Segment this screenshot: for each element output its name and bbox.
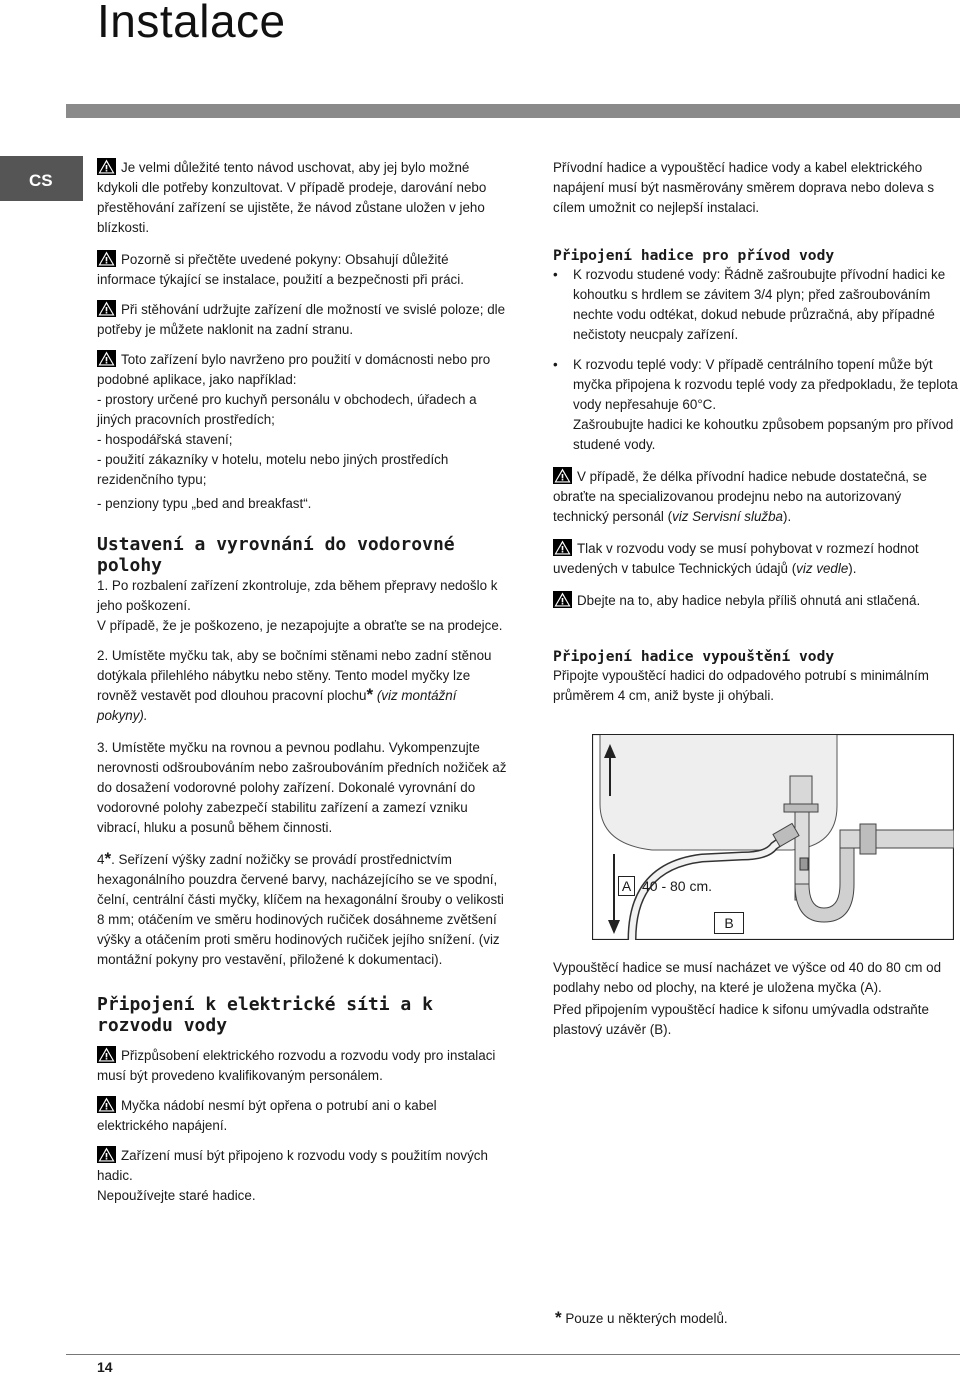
warning-keep-manual: Je velmi důležité tento návod uschovat, aby jej bylo možné kdykoli dle potřeby konzultovat. V případě prodeje, darování nebo přestěhování zařízení se ujistěte, že návod zůstane uložen v jeho blízkosti. (97, 160, 487, 235)
heading-water-supply: Připojení hadice pro přívod vody (553, 247, 835, 264)
footnote-star: * (366, 685, 374, 704)
drain-text: Připojte vypouštěcí hadici do odpadového potrubí s minimálním průměrem 4 cm, aniž byste ji ohýbali. (553, 668, 929, 703)
page-title: Instalace (97, 0, 286, 47)
usage-item: - použití zákazníky v hotelu, motelu nebo jiných prostředích rezidenčního typu; (97, 452, 449, 487)
warning-icon (97, 350, 116, 367)
drain-diagram-svg (592, 734, 954, 940)
warning-hose-length: V případě, že délka přívodní hadice nebude dostatečná, se obraťte na specializovanou prodejnu nebo na autorizovaný technický personál (viz Servisní služba). (553, 469, 927, 524)
warning-icon (97, 250, 116, 267)
warning-icon (97, 1146, 116, 1163)
label-a: A (618, 876, 635, 896)
list-item: • K rozvodu studené vody: Řádně zašroubujte přívodní hadici ke kohoutku s hrdlem se závitem 3/4 plyn; před zašroubováním nechte vodu odtékat, dokud nebude průzračná, aby případné nečistoty neucpaly zařízení. (553, 267, 946, 342)
leveling-step-4: 4*. Seřízení výšky zadní nožičky se provádí prostřednictvím hexagonálního pouzdra červené barvy, nacházejícího se ve spodní, čelní, centrální části myčky, klíčem na hexagonální šrouby o velikosti 8 mm; otáčením ve směru hodinových ručiček dosáhneme zvětšení výšky a otáčením proti směru hodinových ručiček jejího snížení. (viz montážní pokyny pro vestavění, přiložené k dokumentaci). (97, 849, 504, 967)
left-column (97, 158, 509, 1206)
language-tab: CS (0, 156, 83, 201)
warning-read-instructions: Pozorně si přečtěte uvedené pokyny: Obsahují důležité informace týkající se instalace, použití a bezpečnosti při práci. (97, 252, 464, 287)
supply-list (553, 265, 960, 455)
page-number: 14 (97, 1359, 113, 1375)
heading-drain: Připojení hadice vypouštění vody (553, 648, 835, 665)
warning-water-pressure: Tlak v rozvodu vody se musí pohybovat v rozmezí hodnot uvedených v tabulce Technických údajů (viz vedle). (553, 541, 919, 576)
drain-diagram (592, 734, 954, 940)
warning-icon (553, 539, 572, 556)
leveling-step-1: 1. Po rozbalení zařízení zkontroluje, zda během přepravy nedošlo k jeho poškození. (97, 578, 498, 613)
warning-usage-intro: Toto zařízení bylo navrženo pro použití v domácnosti nebo pro podobné aplikace, jako například: (97, 352, 491, 387)
warning-icon (97, 1096, 116, 1113)
warning-hose-bend: Dbejte na to, aby hadice nebyla příliš ohnutá ani stlačená. (553, 591, 960, 611)
hose-direction-intro: Přívodní hadice a vypouštěcí hadice vody a kabel elektrického napájení musí být nasměrovány směrem doprava nebo doleva s cílem umožnit co nejlepší instalaci. (553, 160, 935, 215)
right-column (553, 158, 960, 706)
drain-caption: Vypouštěcí hadice se musí nacházet ve výšce od 40 do 80 cm od podlahy nebo od plochy, na které je uložena myčka (A). Před připojením vypouštěcí hadice k sifonu umývadla odstraňte plastový uzávěr (B). (553, 960, 942, 1037)
warning-icon (97, 1046, 116, 1063)
footnote: * Pouze u některých modelů. (555, 1308, 728, 1327)
list-item: • K rozvodu teplé vody: V případě centrálního topení může být myčka připojena k rozvodu teplé vody za předpokladu, že teplota vody nepřesahuje 60°C. Zašroubujte hadici ke kohoutku způsobem popsaným pro přívod studené vody. (553, 357, 958, 452)
leveling-step-2: 2. Umístěte myčku tak, aby se bočními stěnami nebo zadní stěnou dotýkala přilehlého nábytku nebo stěny. Tento model myčky lze rovněž vestavět pod dlouhou pracovní plochu* (viz montážní pokyny). (97, 648, 492, 723)
heading-electric: Připojení k elektrické síti a k rozvodu vody (97, 994, 433, 1036)
bottom-rule (66, 1354, 960, 1355)
usage-item: - prostory určené pro kuchyň personálu v obchodech, úřadech a jiných pracovních prostředích; (97, 392, 477, 427)
warning-transport: Při stěhování udržujte zařízení dle možností ve svislé poloze; dle potřeby je můžete naklonit na zadní stranu. (97, 302, 506, 337)
label-height-range: 40 - 80 cm. (642, 878, 713, 894)
warning-icon (97, 300, 116, 317)
heading-leveling: Ustavení a vyrovnání do vodorovné polohy (97, 534, 455, 576)
footnote-star: * (104, 849, 112, 868)
usage-item: - hospodářská stavení; (97, 432, 233, 447)
warning-icon (97, 158, 116, 175)
usage-item: - penziony typu „bed and breakfast“. (97, 496, 312, 511)
warning-new-hoses: Zařízení musí být připojeno k rozvodu vody s použitím nových hadic. (97, 1148, 488, 1183)
label-b: B (714, 912, 744, 934)
warning-qualified-staff: Přizpůsobení elektrického rozvodu a rozvodu vody pro instalaci musí být provedeno kvalifikovaným personálem. (97, 1048, 496, 1083)
footnote-star: * (555, 1308, 562, 1327)
leveling-step-3: 3. Umístěte myčku na rovnou a pevnou podlahu. Vykompenzujte nerovnosti odšroubováním nebo zašroubováním předních nožiček až do dosažení vodorovné polohy zařízení. Dokonalé vyrovnání do vodorovné polohy zabezpečí stabilitu zařízení a zamezí vzniku vibrací, hluku a posunů během činnosti. (97, 740, 507, 835)
title-rule (66, 104, 960, 118)
warning-icon (553, 591, 572, 608)
leveling-step-1b: V případě, že je poškozeno, je nezapojujte a obraťte se na prodejce. (97, 618, 503, 633)
warning-no-lean: Myčka nádobí nesmí být opřena o potrubí ani o kabel elektrického napájení. (97, 1098, 437, 1133)
no-old-hoses: Nepoužívejte staré hadice. (97, 1188, 256, 1203)
warning-icon (553, 467, 572, 484)
